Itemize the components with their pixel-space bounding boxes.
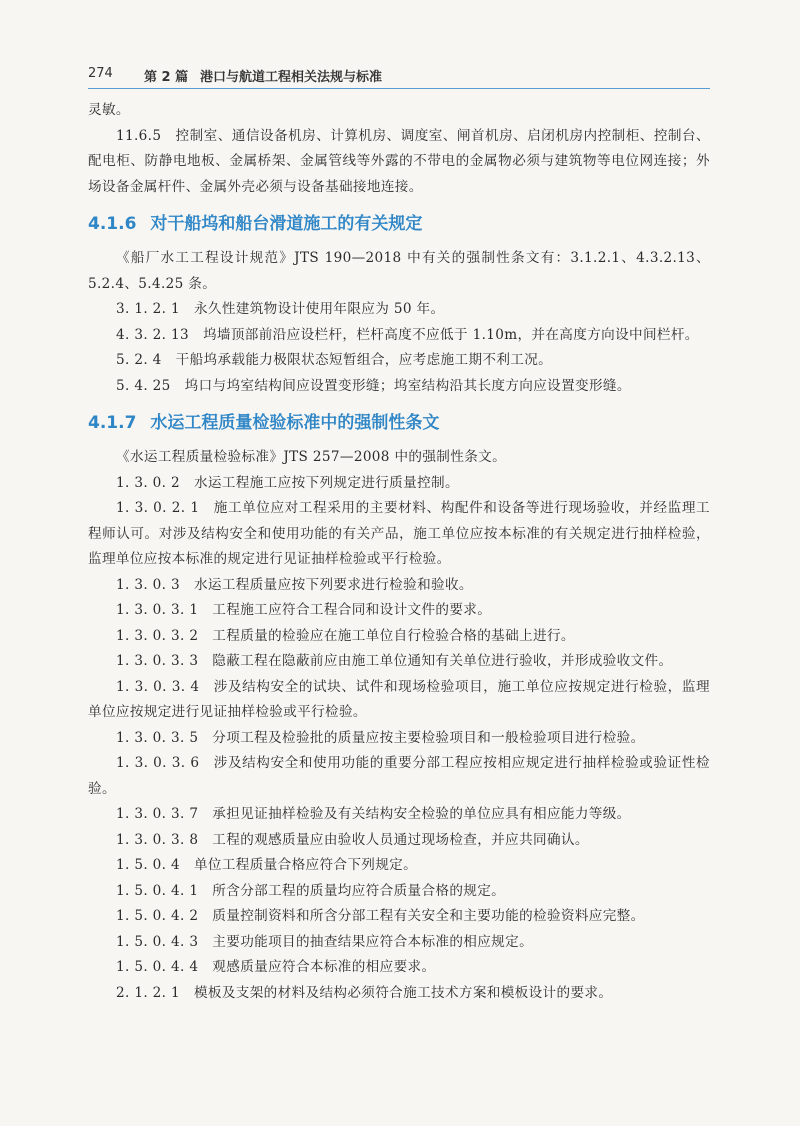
clause-item: 1. 3. 0. 3. 7 承担见证抽样检验及有关结构安全检验的单位应具有相应能力等级。 (116, 806, 631, 822)
clause-item: 1. 3. 0. 3. 1 工程施工应符合工程合同和设计文件的要求。 (116, 602, 492, 618)
clause-item: 1. 5. 0. 4 单位工程质量合格应符合下列规定。 (116, 857, 418, 873)
clause-item: 5. 4. 25 坞口与坞室结构间应设置变形缝；坞室结构沿其长度方向应设置变形缝。 (116, 377, 631, 394)
section-title: 对干船坞和船台滑道施工的有关规定 (150, 214, 423, 234)
section-number: 4.1.7 (88, 413, 137, 433)
clause-item: 5. 2. 4 干船坞承载能力极限状态短暂组合，应考虑施工期不利工况。 (116, 352, 553, 368)
clause-item: 1. 3. 0. 3. 5 分项工程及检验批的质量应按主要检验项目和一般检验项目进行检验。 (116, 729, 645, 746)
page-header (88, 62, 710, 89)
clause-item: 1. 5. 0. 4. 1 所含分部工程的质量均应符合质量合格的规定。 (116, 882, 506, 899)
page-body (88, 98, 710, 1006)
section-number: 4.1.6 (88, 214, 137, 234)
part-label: 第 2 篇 (144, 70, 189, 85)
running-title: 港口与航道工程相关法规与标准 (200, 70, 383, 85)
clause-item: 2. 1. 2. 1 模板及支架的材料及结构必须符合施工技术方案和模板设计的要求。 (116, 984, 613, 1001)
section-heading-4-1-7 (88, 409, 710, 437)
clause-item: 4. 3. 2. 13 坞墙顶部前沿应设栏杆，栏杆高度不应低于 1.10m，并在高度方向设中间栏杆。 (116, 326, 699, 343)
paragraph-continued: 灵敏。 (88, 102, 130, 118)
clause-item: 1. 3. 0. 2 水运工程施工应按下列规定进行质量控制。 (116, 474, 459, 491)
clause-item: 1. 3. 0. 3 水运工程质量应按下列要求进行检验和验收。 (116, 576, 473, 593)
clause-item: 1. 3. 0. 3. 8 工程的观感质量应由验收人员通过现场检查，并应共同确认。 (116, 831, 589, 848)
clause-item: 3. 1. 2. 1 永久性建筑物设计使用年限应为 50 年。 (116, 301, 445, 317)
section-heading-4-1-6 (88, 210, 710, 238)
section-title: 水运工程质量检验标准中的强制性条文 (150, 413, 440, 433)
clause-item: 1. 5. 0. 4. 3 主要功能项目的抽查结果应符合本标准的相应规定。 (116, 933, 534, 950)
clause-item: 1. 5. 0. 4. 4 观感质量应符合本标准的相应要求。 (116, 959, 436, 975)
clause-item: 1. 3. 0. 2. 1 施工单位应对工程采用的主要材料、构配件和设备等进行现场验收，并经监理工程师认可。对涉及结构安全和使用功能的有关产品，施工单位应按本标准的有关规定进行抽样检验，监理单位应按本标准的规定进行见证抽样检验或平行检验。 (88, 500, 710, 567)
clause-item: 1. 3. 0. 3. 2 工程质量的检验应在施工单位自行检验合格的基础上进行。 (116, 627, 575, 644)
page-number: 274 (88, 66, 113, 81)
section-intro: 《水运工程质量检验标准》JTS 257—2008 中的强制性条文。 (116, 449, 507, 465)
clause-item: 1. 3. 0. 3. 6 涉及结构安全和使用功能的重要分部工程应按相应规定进行抽样检验或验证性检验。 (88, 755, 710, 797)
section-intro: 《船厂水工工程设计规范》JTS 190—2018 中有关的强制性条文有：3.1.2.1、4.3.2.13、5.2.4、5.4.25 条。 (88, 250, 710, 292)
paragraph-11-6-5: 11.6.5 控制室、通信设备机房、计算机房、调度室、闸首机房、启闭机房内控制柜、控制台、配电柜、防静电地板、金属桥架、金属管线等外露的不带电的金属物必须与建筑物等电位网连接；外场设备金属杆件、金属外壳必须与设备基础接地连接。 (88, 127, 710, 195)
clause-item: 1. 3. 0. 3. 4 涉及结构安全的试块、试件和现场检验项目，施工单位应按规定进行检验，监理单位应按规定进行见证抽样检验或平行检验。 (88, 678, 710, 720)
clause-item: 1. 3. 0. 3. 3 隐蔽工程在隐蔽前应由施工单位通知有关单位进行验收，并形成验收文件。 (116, 653, 673, 669)
clause-item: 1. 5. 0. 4. 2 质量控制资料和所含分部工程有关安全和主要功能的检验资料应完整。 (116, 908, 645, 924)
